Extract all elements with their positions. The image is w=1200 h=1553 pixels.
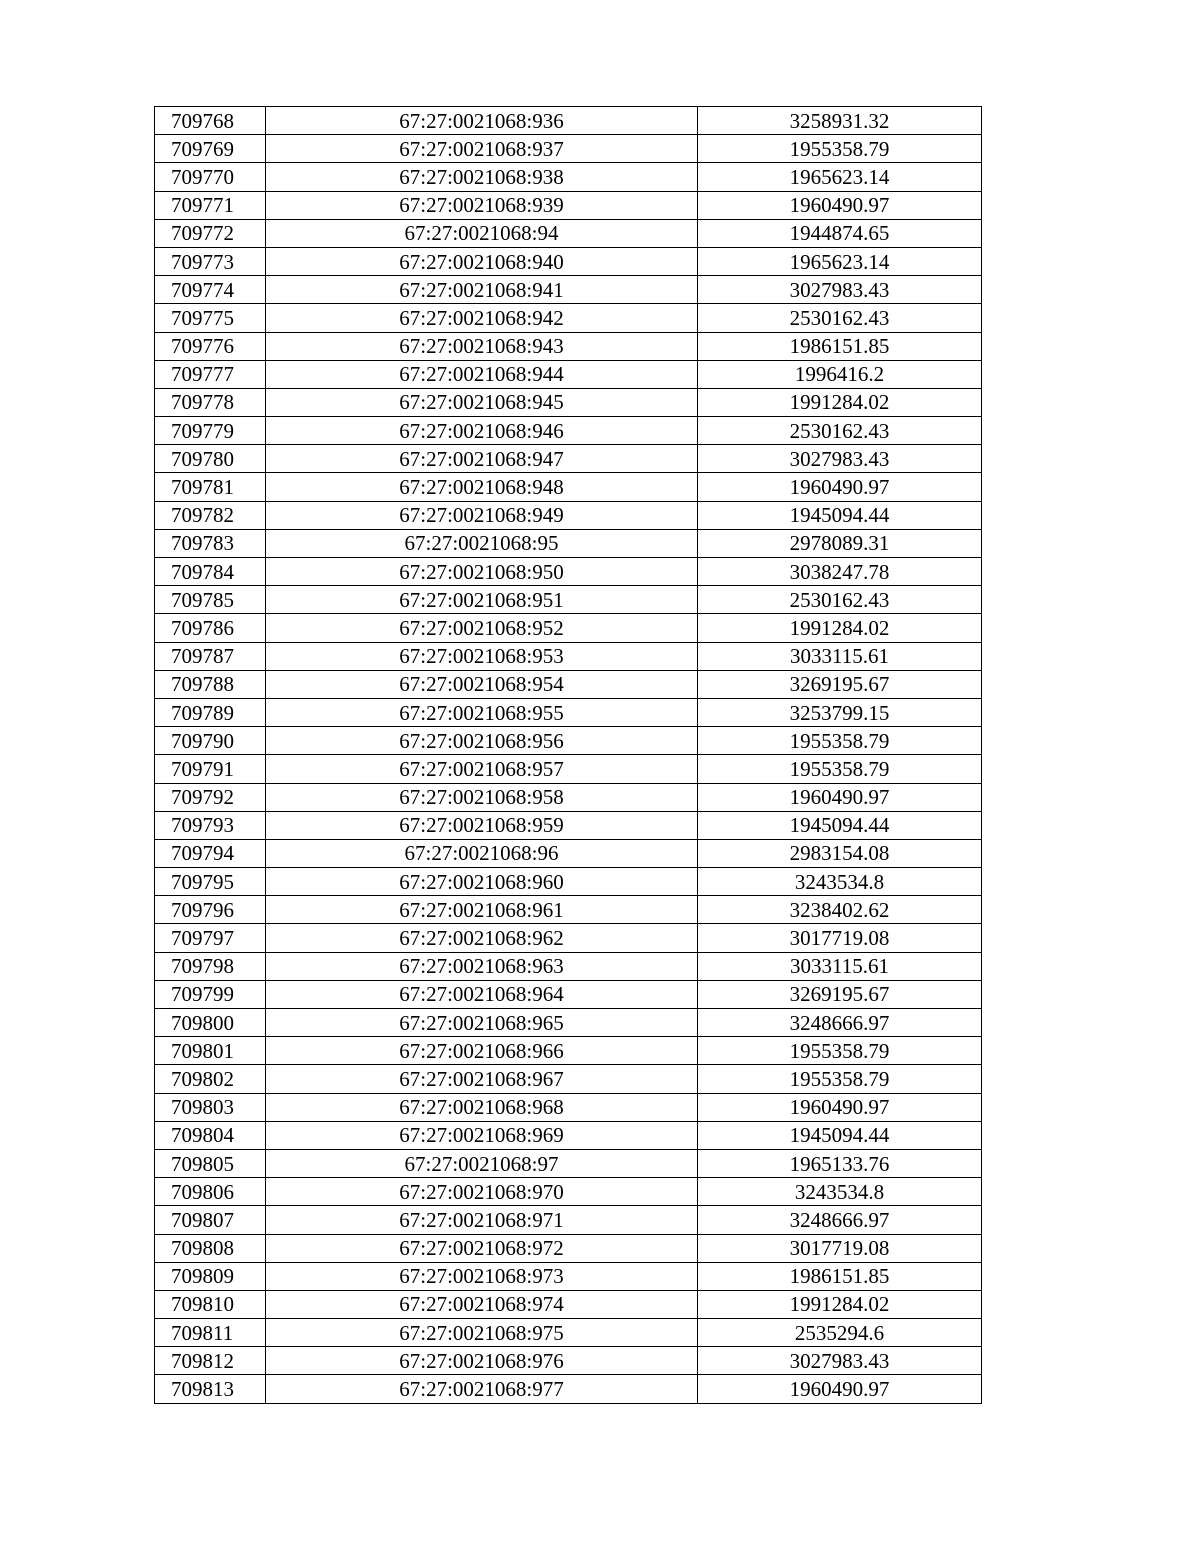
row-number-cell: 709774 [155,276,266,304]
cadastral-value-cell: 1965133.76 [698,1149,982,1177]
cadastral-number-cell: 67:27:0021068:967 [266,1065,698,1093]
row-number-cell: 709783 [155,529,266,557]
cadastral-value-cell: 1955358.79 [698,135,982,163]
table-row [155,1178,982,1206]
table-row [155,107,982,135]
cadastral-number-cell: 67:27:0021068:977 [266,1375,698,1403]
cadastral-value-cell: 3027983.43 [698,276,982,304]
cadastral-number-cell: 67:27:0021068:938 [266,163,698,191]
cadastral-number-cell: 67:27:0021068:975 [266,1319,698,1347]
cadastral-value-cell: 1960490.97 [698,191,982,219]
row-number-cell: 709788 [155,670,266,698]
cadastral-value-cell: 1991284.02 [698,388,982,416]
cadastral-value-cell: 3017719.08 [698,924,982,952]
table-row [155,304,982,332]
row-number-cell: 709797 [155,924,266,952]
table-row [155,1149,982,1177]
cadastral-value-cell: 3269195.67 [698,980,982,1008]
row-number-cell: 709798 [155,952,266,980]
cadastral-value-cell: 2978089.31 [698,529,982,557]
table-row [155,755,982,783]
table-row [155,501,982,529]
row-number-cell: 709795 [155,868,266,896]
cadastral-number-cell: 67:27:0021068:976 [266,1347,698,1375]
table-row [155,783,982,811]
cadastral-value-cell: 1955358.79 [698,1037,982,1065]
cadastral-number-cell: 67:27:0021068:966 [266,1037,698,1065]
cadastral-value-cell: 1955358.79 [698,727,982,755]
cadastral-value-cell: 2530162.43 [698,586,982,614]
cadastral-number-cell: 67:27:0021068:943 [266,332,698,360]
cadastral-number-cell: 67:27:0021068:940 [266,247,698,275]
cadastral-number-cell: 67:27:0021068:954 [266,670,698,698]
cadastral-value-cell: 1991284.02 [698,1290,982,1318]
table-row [155,219,982,247]
cadastral-number-cell: 67:27:0021068:974 [266,1290,698,1318]
table-row [155,135,982,163]
cadastral-number-cell: 67:27:0021068:94 [266,219,698,247]
cadastral-value-cell: 1986151.85 [698,1262,982,1290]
table-row [155,247,982,275]
row-number-cell: 709809 [155,1262,266,1290]
table-row [155,417,982,445]
cadastral-number-cell: 67:27:0021068:958 [266,783,698,811]
row-number-cell: 709801 [155,1037,266,1065]
table-row [155,952,982,980]
row-number-cell: 709805 [155,1149,266,1177]
cadastral-value-cell: 3238402.62 [698,896,982,924]
cadastral-number-cell: 67:27:0021068:944 [266,360,698,388]
cadastral-number-cell: 67:27:0021068:939 [266,191,698,219]
cadastral-number-cell: 67:27:0021068:951 [266,586,698,614]
row-number-cell: 709799 [155,980,266,1008]
table-row [155,276,982,304]
cadastral-value-cell: 3038247.78 [698,558,982,586]
row-number-cell: 709781 [155,473,266,501]
cadastral-number-cell: 67:27:0021068:948 [266,473,698,501]
cadastral-value-cell: 2530162.43 [698,304,982,332]
row-number-cell: 709778 [155,388,266,416]
row-number-cell: 709779 [155,417,266,445]
cadastral-value-cell: 1960490.97 [698,1093,982,1121]
table-row [155,1093,982,1121]
table-row [155,896,982,924]
cadastral-value-cell: 1945094.44 [698,501,982,529]
cadastral-number-cell: 67:27:0021068:96 [266,839,698,867]
cadastral-number-cell: 67:27:0021068:956 [266,727,698,755]
cadastral-value-cell: 2530162.43 [698,417,982,445]
table-row [155,1262,982,1290]
row-number-cell: 709787 [155,642,266,670]
cadastral-value-cell: 2535294.6 [698,1319,982,1347]
cadastral-value-cell: 1945094.44 [698,1121,982,1149]
cadastral-value-cell: 1944874.65 [698,219,982,247]
row-number-cell: 709775 [155,304,266,332]
cadastral-number-cell: 67:27:0021068:950 [266,558,698,586]
table-row [155,980,982,1008]
table-row [155,924,982,952]
cadastral-number-cell: 67:27:0021068:95 [266,529,698,557]
row-number-cell: 709808 [155,1234,266,1262]
row-number-cell: 709804 [155,1121,266,1149]
cadastral-number-cell: 67:27:0021068:945 [266,388,698,416]
cadastral-number-cell: 67:27:0021068:949 [266,501,698,529]
table-row [155,1009,982,1037]
row-number-cell: 709773 [155,247,266,275]
cadastral-value-cell: 3027983.43 [698,1347,982,1375]
cadastral-number-cell: 67:27:0021068:973 [266,1262,698,1290]
table-row [155,163,982,191]
cadastral-value-cell: 1960490.97 [698,1375,982,1403]
table-row [155,473,982,501]
table-row [155,191,982,219]
row-number-cell: 709811 [155,1319,266,1347]
row-number-cell: 709806 [155,1178,266,1206]
row-number-cell: 709796 [155,896,266,924]
cadastral-value-cell: 3243534.8 [698,1178,982,1206]
cadastral-number-cell: 67:27:0021068:957 [266,755,698,783]
table-row [155,839,982,867]
cadastral-value-cell: 3248666.97 [698,1206,982,1234]
row-number-cell: 709803 [155,1093,266,1121]
cadastral-number-cell: 67:27:0021068:947 [266,445,698,473]
row-number-cell: 709770 [155,163,266,191]
row-number-cell: 709807 [155,1206,266,1234]
cadastral-value-cell: 1965623.14 [698,247,982,275]
table-row [155,614,982,642]
cadastral-value-cell: 2983154.08 [698,839,982,867]
table-row [155,445,982,473]
row-number-cell: 709810 [155,1290,266,1318]
table-row [155,1206,982,1234]
cadastral-number-cell: 67:27:0021068:962 [266,924,698,952]
table-row [155,1319,982,1347]
cadastral-value-cell: 1955358.79 [698,755,982,783]
cadastral-value-cell: 3033115.61 [698,642,982,670]
cadastral-number-cell: 67:27:0021068:972 [266,1234,698,1262]
row-number-cell: 709786 [155,614,266,642]
table-row [155,332,982,360]
cadastral-number-cell: 67:27:0021068:963 [266,952,698,980]
row-number-cell: 709802 [155,1065,266,1093]
table-row [155,388,982,416]
cadastral-value-cell: 1960490.97 [698,473,982,501]
cadastral-number-cell: 67:27:0021068:965 [266,1009,698,1037]
cadastral-number-cell: 67:27:0021068:971 [266,1206,698,1234]
table-row [155,529,982,557]
row-number-cell: 709800 [155,1009,266,1037]
cadastral-number-cell: 67:27:0021068:953 [266,642,698,670]
table-body [155,107,982,1404]
cadastral-value-cell: 1960490.97 [698,783,982,811]
row-number-cell: 709776 [155,332,266,360]
cadastral-number-cell: 67:27:0021068:968 [266,1093,698,1121]
row-number-cell: 709792 [155,783,266,811]
table-row [155,727,982,755]
row-number-cell: 709812 [155,1347,266,1375]
row-number-cell: 709793 [155,811,266,839]
table-row [155,698,982,726]
row-number-cell: 709813 [155,1375,266,1403]
table-row [155,1037,982,1065]
row-number-cell: 709771 [155,191,266,219]
cadastral-number-cell: 67:27:0021068:961 [266,896,698,924]
table-row [155,811,982,839]
cadastral-value-cell: 3253799.15 [698,698,982,726]
cadastral-number-cell: 67:27:0021068:964 [266,980,698,1008]
row-number-cell: 709772 [155,219,266,247]
cadastral-value-cell: 1945094.44 [698,811,982,839]
cadastral-value-cell: 1991284.02 [698,614,982,642]
table-row [155,1375,982,1403]
table-row [155,558,982,586]
table-row [155,1121,982,1149]
cadastral-number-cell: 67:27:0021068:955 [266,698,698,726]
cadastral-number-cell: 67:27:0021068:97 [266,1149,698,1177]
row-number-cell: 709790 [155,727,266,755]
table-row [155,360,982,388]
row-number-cell: 709784 [155,558,266,586]
cadastral-number-cell: 67:27:0021068:960 [266,868,698,896]
cadastral-value-cell: 3258931.32 [698,107,982,135]
cadastral-number-cell: 67:27:0021068:952 [266,614,698,642]
cadastral-value-table [154,106,982,1404]
cadastral-value-cell: 3017719.08 [698,1234,982,1262]
table-row [155,586,982,614]
row-number-cell: 709768 [155,107,266,135]
table-row [155,1065,982,1093]
table-row [155,868,982,896]
cadastral-value-cell: 3269195.67 [698,670,982,698]
cadastral-number-cell: 67:27:0021068:936 [266,107,698,135]
row-number-cell: 709769 [155,135,266,163]
cadastral-number-cell: 67:27:0021068:942 [266,304,698,332]
row-number-cell: 709794 [155,839,266,867]
row-number-cell: 709789 [155,698,266,726]
cadastral-value-cell: 3027983.43 [698,445,982,473]
row-number-cell: 709780 [155,445,266,473]
cadastral-value-cell: 3033115.61 [698,952,982,980]
row-number-cell: 709782 [155,501,266,529]
cadastral-number-cell: 67:27:0021068:969 [266,1121,698,1149]
cadastral-number-cell: 67:27:0021068:970 [266,1178,698,1206]
table-row [155,1234,982,1262]
cadastral-value-cell: 1955358.79 [698,1065,982,1093]
table-row [155,670,982,698]
row-number-cell: 709785 [155,586,266,614]
table-row [155,1290,982,1318]
row-number-cell: 709791 [155,755,266,783]
cadastral-value-cell: 1986151.85 [698,332,982,360]
cadastral-value-cell: 1965623.14 [698,163,982,191]
table-row [155,1347,982,1375]
cadastral-value-cell: 3243534.8 [698,868,982,896]
row-number-cell: 709777 [155,360,266,388]
cadastral-number-cell: 67:27:0021068:937 [266,135,698,163]
cadastral-number-cell: 67:27:0021068:941 [266,276,698,304]
cadastral-number-cell: 67:27:0021068:946 [266,417,698,445]
cadastral-value-cell: 1996416.2 [698,360,982,388]
table-row [155,642,982,670]
cadastral-value-cell: 3248666.97 [698,1009,982,1037]
cadastral-number-cell: 67:27:0021068:959 [266,811,698,839]
